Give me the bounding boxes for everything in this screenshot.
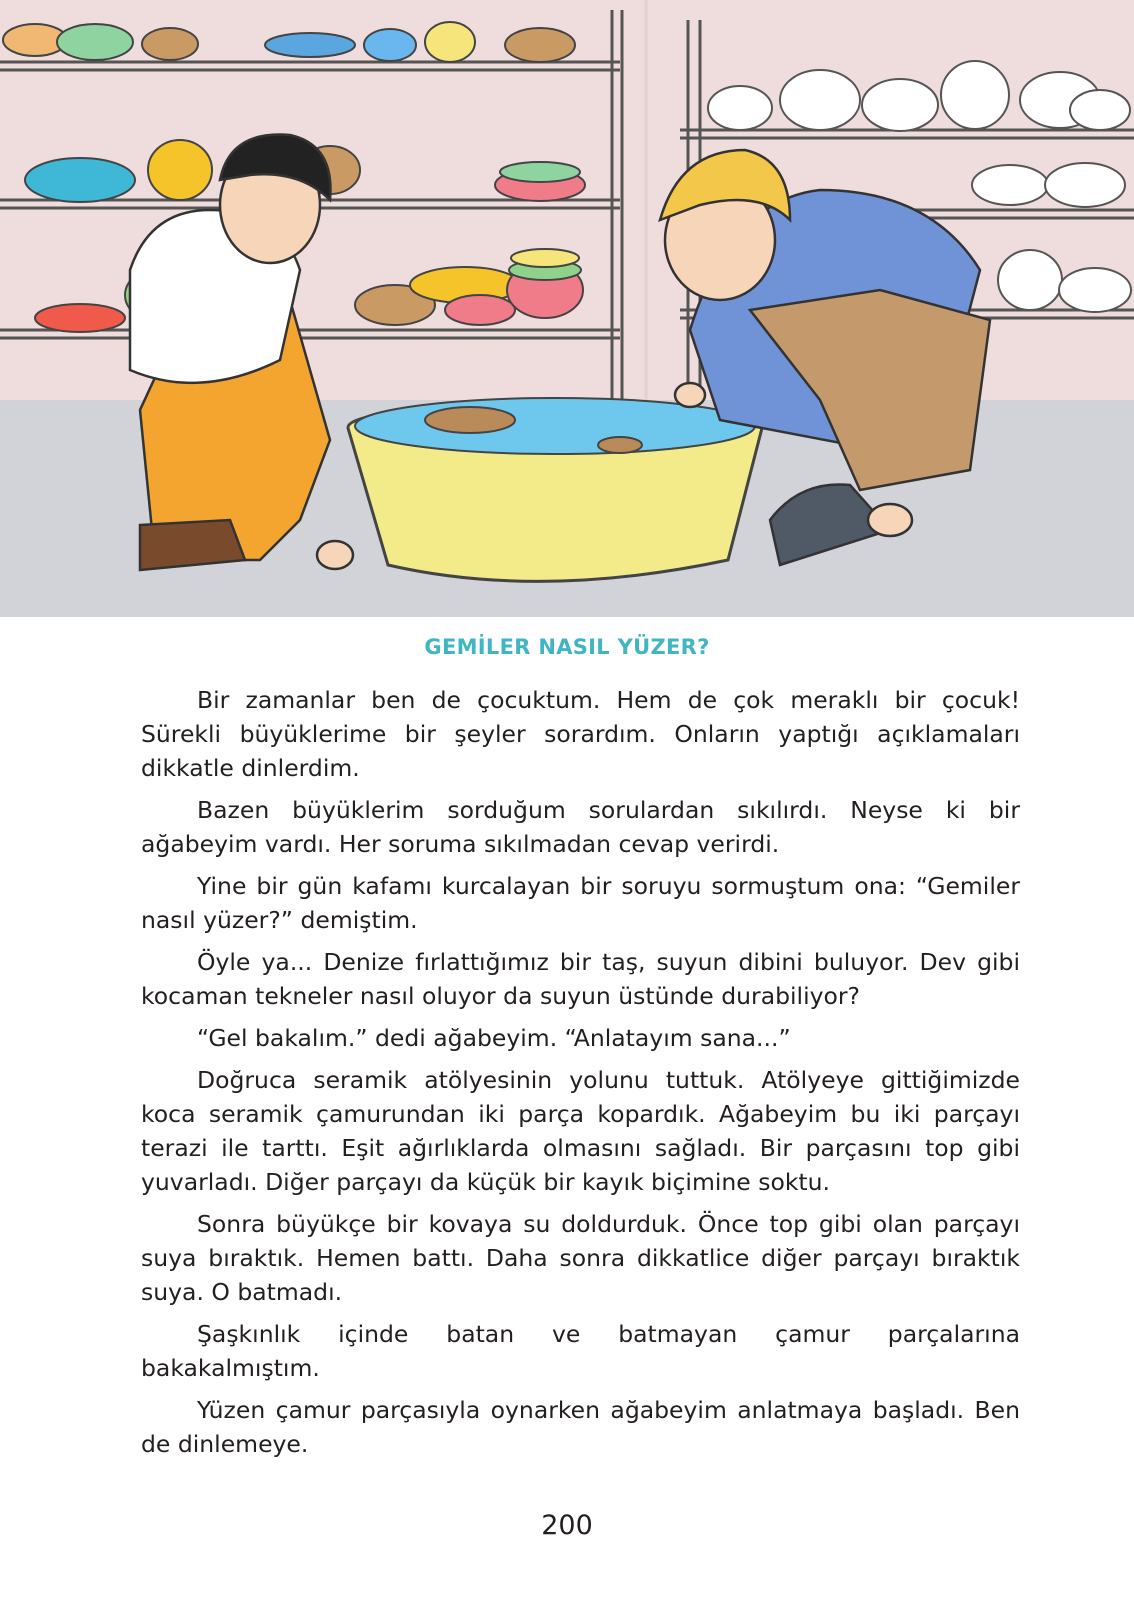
story-paragraph: Bazen büyüklerim sorduğum sorulardan sıkılırdı. Neyse ki bir ağabeyim vardı. Her soruma sıkılmadan cevap verirdi. (141, 796, 1020, 858)
workshop-illustration-icon (0, 0, 1134, 617)
workshop-illustration (0, 0, 1134, 617)
story-paragraph: Yine bir gün kafamı kurcalayan bir soruyu sormuştum ona: “Gemiler nasıl yüzer?” demiştim. (141, 872, 1020, 934)
story-paragraph: Yüzen çamur parçasıyla oynarken ağabeyim anlatmaya başladı. Ben de dinlemeye. (141, 1396, 1020, 1458)
story-paragraph: “Gel bakalım.” dedi ağabeyim. “Anlatayım sana...” (197, 1024, 791, 1052)
story-paragraph: Öyle ya... Denize fırlattığımız bir taş, suyun dibini buluyor. Dev gibi kocaman tekneler nasıl oluyor da suyun üstünde durabiliyor? (141, 948, 1020, 1010)
page-number: 200 (541, 1510, 593, 1541)
story-title: GEMİLER NASIL YÜZER? (424, 635, 710, 659)
story-body (141, 683, 1020, 1469)
story-paragraph: Doğruca seramik atölyesinin yolunu tuttuk. Atölyeye gittiğimizde koca seramik çamurundan iki parça kopardık. Ağabeyim bu iki parçayı terazi ile tarttı. Eşit ağırlıklarda olmasını sağladı. Bir parçasını top gibi yuvarladı. Diğer parçayı da küçük bir kayık biçimine soktu. (141, 1066, 1020, 1196)
water-basin (348, 398, 762, 581)
story-paragraph: Şaşkınlık içinde batan ve batmayan çamur parçalarına bakakalmıştım. (141, 1320, 1020, 1382)
story-paragraph: Sonra büyükçe bir kovaya su doldurduk. Önce top gibi olan parçayı suya bıraktık. Hemen battı. Daha sonra dikkatlice diğer parçayı bıraktık suya. O batmadı. (141, 1210, 1020, 1306)
story-paragraph: Bir zamanlar ben de çocuktum. Hem de çok meraklı bir çocuk! Sürekli büyüklerime bir şeyler sorardım. Onların yaptığı açıklamaları dikkatle dinlerdim. (141, 686, 1020, 782)
